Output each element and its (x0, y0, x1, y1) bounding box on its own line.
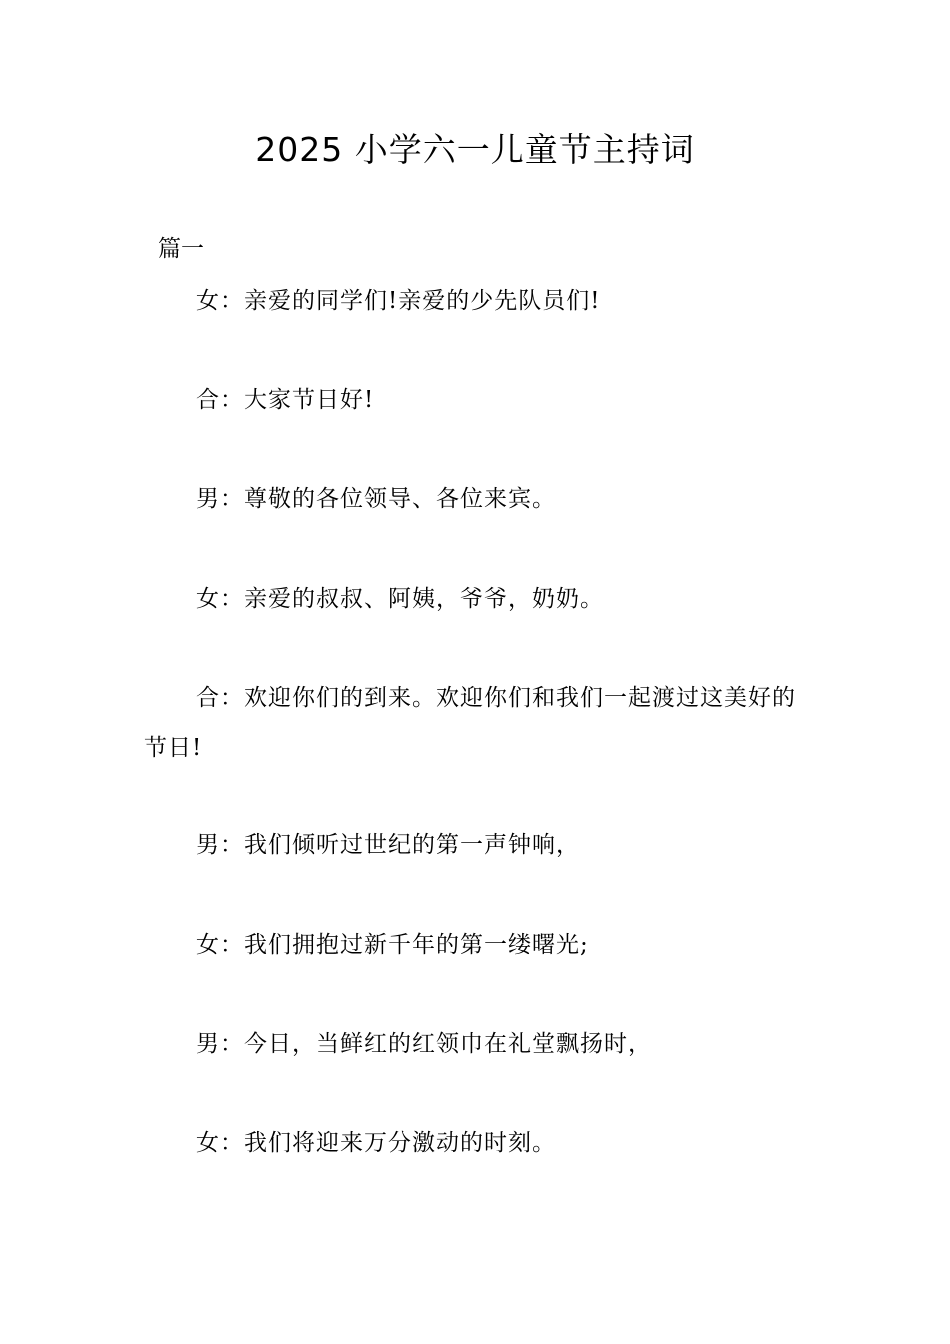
paragraph: 合：大家节日好! (196, 387, 375, 413)
paragraph: 女：我们将迎来万分激动的时刻。 (196, 1130, 556, 1156)
paragraph: 男：今日，当鲜红的红领巾在礼堂飘扬时， (196, 1031, 652, 1057)
document-title: 2025 小学六一儿童节主持词 (255, 130, 695, 169)
paragraph: 女：亲爱的叔叔、阿姨，爷爷，奶奶。 (196, 586, 604, 612)
paragraph: 合：欢迎你们的到来。欢迎你们和我们一起渡过这美好的节日! (144, 685, 796, 761)
paragraph: 男：我们倾听过世纪的第一声钟响， (196, 832, 580, 858)
paragraph: 男：尊敬的各位领导、各位来宾。 (196, 486, 556, 512)
section-label: 篇一 (158, 236, 204, 262)
paragraph: 女：亲爱的同学们!亲爱的少先队员们! (196, 288, 601, 314)
paragraph: 女：我们拥抱过新千年的第一缕曙光; (196, 932, 589, 958)
